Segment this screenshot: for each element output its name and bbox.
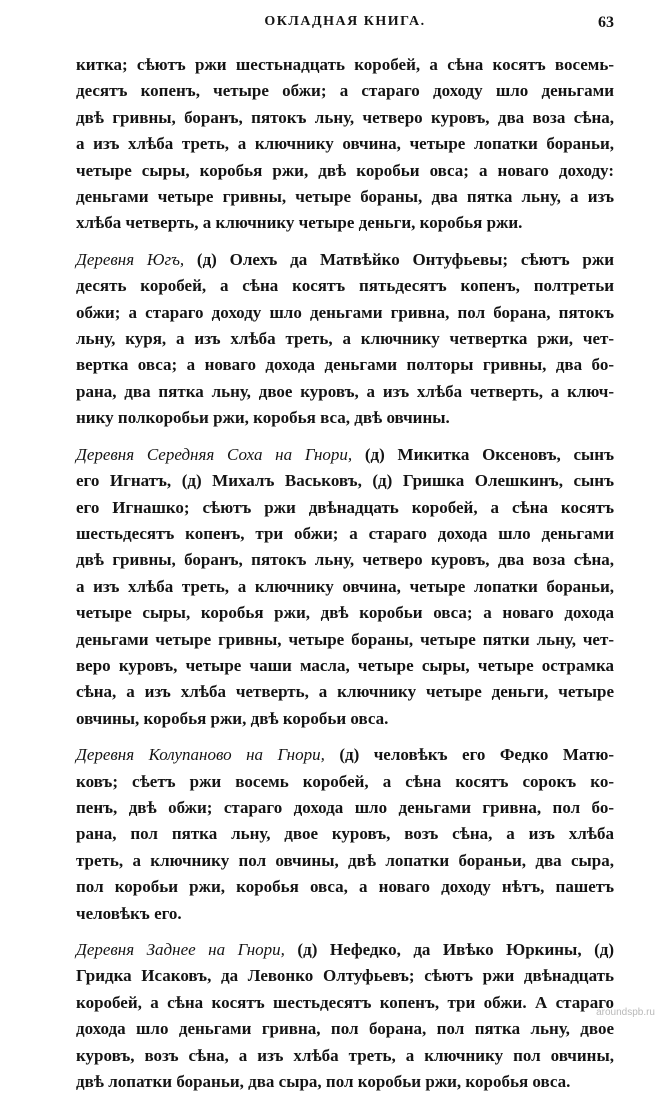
text-line (76, 937, 614, 963)
text-line (76, 901, 614, 927)
line-text: четыре сыры, коробья ржи, двѣ коробьи овса; а новаго доходу: (76, 160, 614, 180)
text-line (76, 521, 614, 547)
text-line (76, 273, 614, 299)
line-text: коробей, а сѣна косятъ шестьдесятъ копенъ, три обжи. А стараго (76, 992, 614, 1012)
watermark: aroundspb.ru (596, 1007, 655, 1018)
line-text: ковъ; сѣетъ ржи восемь коробей, а сѣна косятъ сорокъ ко- (76, 771, 614, 791)
line-text: двѣ гривны, боранъ, пятокъ льну, четверо куровъ, два воза сѣна, (76, 107, 614, 127)
text-line (76, 468, 614, 494)
line-text: дохода шло деньгами гривна, пол борана, пол пятка льну, двое (76, 1019, 614, 1039)
village-name: Деревня Середняя Соха на Гнори, (76, 444, 353, 464)
text-line (76, 52, 614, 78)
line-text: хлѣба четверть, а ключнику четыре деньги, коробья ржи. (76, 213, 523, 233)
text-line (76, 627, 614, 653)
running-head: ОКЛАДНАЯ КНИГА. (264, 14, 426, 29)
line-text: десять коробей, а сѣна косятъ пятьдесятъ копенъ, полтретьи (76, 276, 614, 296)
text-line (76, 442, 614, 468)
line-text: обжи; а стараго доходу шло деньгами гривна, пол борана, пятокъ (76, 302, 614, 322)
text-paragraph (76, 937, 614, 1095)
page-header (76, 14, 614, 40)
line-text: Гридка Исаковъ, да Левонко Олтуфьевъ; сѣютъ ржи двѣнадцать (76, 966, 614, 986)
line-text: (д) человѣкъ его Федко Матю- (324, 745, 614, 765)
text-paragraph (76, 52, 614, 237)
line-text: а изъ хлѣба треть, а ключнику овчина, четыре лопатки бораньи, (76, 576, 614, 596)
text-line (76, 1043, 614, 1069)
text-line (76, 600, 614, 626)
text-paragraph (76, 247, 614, 432)
line-text: вертка овса; а новаго дохода деньгами полторы гривны, два бо- (76, 355, 614, 375)
text-line (76, 210, 614, 236)
text-line (76, 1069, 614, 1095)
text-line (76, 795, 614, 821)
text-line (76, 379, 614, 405)
page-body (76, 52, 614, 1105)
line-text: деньгами четыре гривны, четыре бораны, четыре пятки льну, чет- (76, 629, 614, 649)
line-text: его Игнатъ, (д) Михалъ Васьковъ, (д) Гришка Олешкинъ, сынъ (76, 471, 614, 491)
page-number: 63 (598, 14, 614, 31)
text-paragraph (76, 442, 614, 732)
line-text: китка; сѣютъ ржи шестьнадцать коробей, а сѣна косятъ восемь- (76, 55, 614, 74)
line-text: четыре сыры, коробья ржи, двѣ коробьи овса; а новаго дохода (76, 603, 614, 623)
text-line (76, 158, 614, 184)
text-line (76, 78, 614, 104)
text-line (76, 405, 614, 431)
text-line (76, 653, 614, 679)
line-text: пенъ, двѣ обжи; стараго дохода шло деньгами гривна, пол бо- (76, 797, 614, 817)
village-name: Деревня Колупаново на Гнори, (76, 745, 325, 765)
line-text: сѣна, а изъ хлѣба четверть, а ключнику четыре деньги, четыре (76, 682, 614, 702)
text-line (76, 247, 614, 273)
text-line (76, 848, 614, 874)
line-text: его Игнашко; сѣютъ ржи двѣнадцать коробей, а сѣна косятъ (76, 497, 614, 517)
line-text: (д) Нефедко, да Ивѣко Юркины, (д) (284, 940, 614, 959)
line-text: двѣ лопатки бораньи, два сыра, пол коробьи ржи, коробья овса. (76, 1072, 571, 1092)
line-text: пол коробьи ржи, коробья овса, а новаго доходу нѣтъ, пашетъ (76, 877, 614, 897)
text-line (76, 184, 614, 210)
text-line (76, 352, 614, 378)
village-name: Деревня Югъ, (76, 249, 185, 269)
text-line (76, 574, 614, 600)
text-line (76, 300, 614, 326)
text-line (76, 1016, 614, 1042)
line-text: шестьдесятъ копенъ, три обжи; а стараго дохода шло деньгами (76, 523, 614, 543)
line-text: рана, пол пятка льну, двое куровъ, возъ сѣна, а изъ хлѣба (76, 824, 614, 844)
text-line (76, 495, 614, 521)
text-line (76, 821, 614, 847)
line-text: (д) Микитка Оксеновъ, сынъ (352, 444, 614, 464)
text-line (76, 874, 614, 900)
text-line (76, 706, 614, 732)
text-line (76, 769, 614, 795)
line-text: (д) Олехъ да Матвѣйко Онтуфьевы; сѣютъ ржи (184, 249, 614, 269)
line-text: овчины, коробья ржи, двѣ коробьи овса. (76, 708, 389, 728)
line-text: треть, а ключнику пол овчины, двѣ лопатки бораньи, два сыра, (76, 850, 614, 870)
text-line (76, 990, 614, 1016)
line-text: льну, куря, а изъ хлѣба треть, а ключнику четвертка ржи, чет- (76, 329, 614, 349)
text-paragraph (76, 742, 614, 927)
text-line (76, 963, 614, 989)
text-line (76, 679, 614, 705)
line-text: деньгами четыре гривны, четыре бораны, два пятка льну, а изъ (76, 187, 614, 207)
line-text: нику полкоробьи ржи, коробья вса, двѣ овчины. (76, 408, 450, 428)
line-text: веро куровъ, четыре чаши масла, четыре сыры, четыре острамка (76, 655, 614, 675)
line-text: человѣкъ его. (76, 903, 182, 923)
line-text: а изъ хлѣба треть, а ключнику овчина, четыре лопатки бораньи, (76, 134, 614, 154)
text-line (76, 547, 614, 573)
line-text: десятъ копенъ, четыре обжи; а стараго доходу шло деньгами (76, 81, 614, 101)
text-line (76, 105, 614, 131)
text-line (76, 742, 614, 768)
line-text: куровъ, возъ сѣна, а изъ хлѣба треть, а ключнику пол овчины, (76, 1045, 614, 1065)
line-text: двѣ гривны, боранъ, пятокъ льну, четверо куровъ, два воза сѣна, (76, 550, 614, 570)
line-text: рана, два пятка льну, двое куровъ, а изъ хлѣба четверть, а ключ- (76, 381, 614, 401)
village-name: Деревня Заднее на Гнори, (76, 940, 285, 959)
text-line (76, 131, 614, 157)
text-line (76, 326, 614, 352)
